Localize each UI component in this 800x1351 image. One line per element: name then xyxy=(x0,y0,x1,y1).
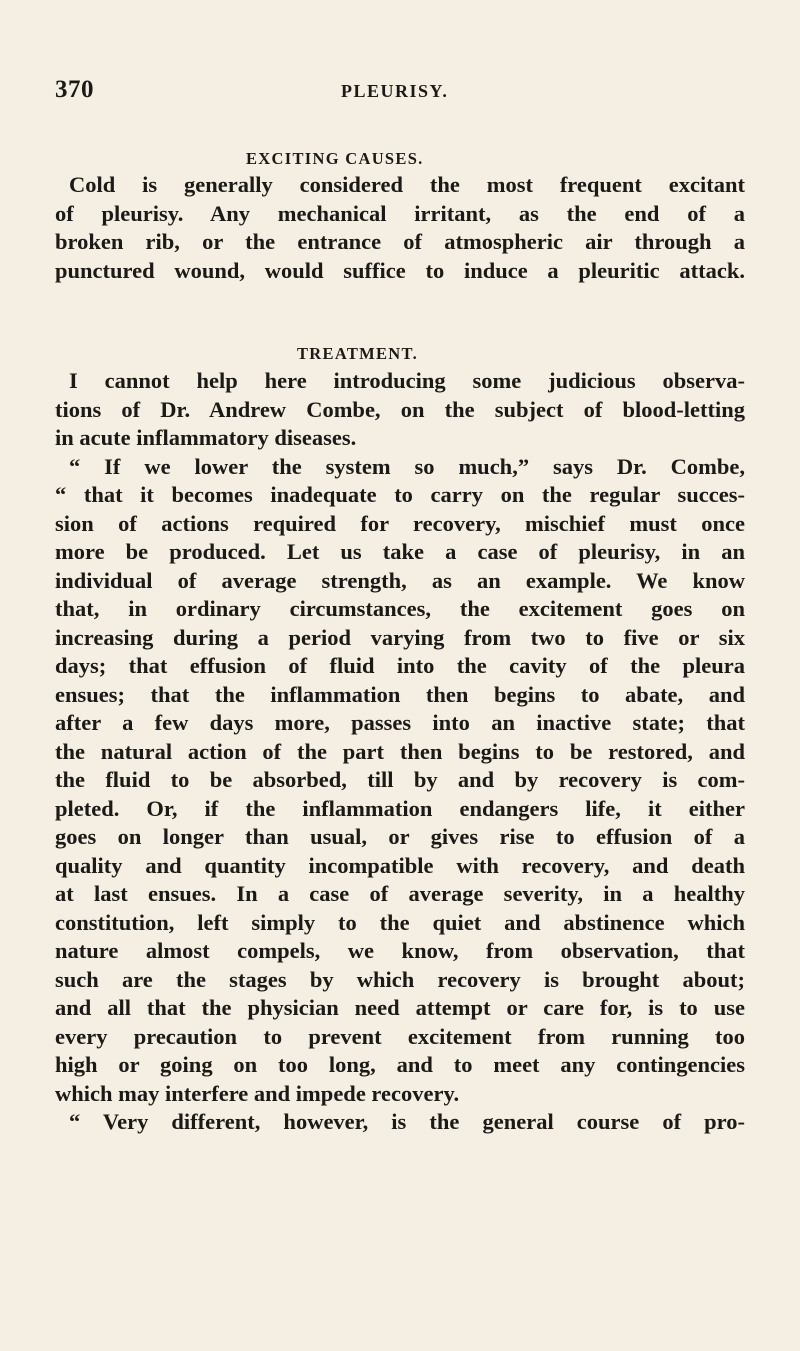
section-heading-exciting-causes: EXCITING CAUSES. xyxy=(246,149,424,168)
text-line: “ that it becomes inadequate to carry on the regular succes- xyxy=(55,482,745,507)
text-line: increasing during a period varying from two to five or six xyxy=(55,624,745,650)
text-line: constitution, left simply to the quiet and abstinence which xyxy=(55,909,745,935)
paragraph-treatment xyxy=(55,367,745,1137)
text-line: goes on longer than usual, or gives rise to effusion of a xyxy=(55,824,745,849)
text-line: high or going on too long, and to meet any contingencies xyxy=(55,1052,745,1077)
paragraph-exciting-causes xyxy=(55,171,745,285)
text-line: the natural action of the part then begins to be restored, and xyxy=(55,738,745,764)
text-line: more be produced. Let us take a case of pleurisy, in an xyxy=(55,539,745,564)
text-line: that, in ordinary circumstances, the excitement goes on xyxy=(55,596,745,621)
text-line: the fluid to be absorbed, till by and by recovery is com- xyxy=(55,767,745,792)
text-line: broken rib, or the entrance of atmospheric air through a xyxy=(55,229,745,254)
text-line: and all that the physician need attempt or care for, is to use xyxy=(55,995,745,1020)
text-line: of pleurisy. Any mechanical irritant, as the end of a xyxy=(55,200,745,226)
text-line: such are the stages by which recovery is brought about; xyxy=(55,966,745,992)
text-line: individual of average strength, as an example. We know xyxy=(55,567,745,593)
text-line: which may interfere and impede recovery. xyxy=(55,1080,460,1106)
text-line: I cannot help here introducing some judicious observa- xyxy=(69,368,745,393)
text-line: in acute inflammatory diseases. xyxy=(55,425,357,450)
text-line: days; that effusion of fluid into the cavity of the pleura xyxy=(55,653,745,678)
text-line: pleted. Or, if the inflammation endangers life, it either xyxy=(55,795,745,821)
section-heading-treatment: TREATMENT. xyxy=(297,344,419,363)
text-line: nature almost compels, we know, from observation, that xyxy=(55,938,745,963)
text-line: ensues; that the inflammation then begins to abate, and xyxy=(55,681,745,707)
text-line: “ Very different, however, is the general course of pro- xyxy=(69,1109,745,1134)
text-line: Cold is generally considered the most frequent excitant xyxy=(69,172,745,197)
text-line: quality and quantity incompatible with recovery, and death xyxy=(55,852,745,878)
text-line: punctured wound, would suffice to induce a pleuritic attack. xyxy=(55,257,745,283)
running-head xyxy=(55,76,745,106)
text-line: tions of Dr. Andrew Combe, on the subject of blood-letting xyxy=(55,396,745,422)
text-line: after a few days more, passes into an inactive state; that xyxy=(55,710,745,735)
page-number: 370 xyxy=(55,76,94,103)
text-line: every precaution to prevent excitement from running too xyxy=(55,1023,745,1049)
running-title: PLEURISY. xyxy=(341,81,449,101)
text-line: sion of actions required for recovery, mischief must once xyxy=(55,510,745,536)
text-line: at last ensues. In a case of average severity, in a healthy xyxy=(55,881,745,906)
text-line: “ If we lower the system so much,” says Dr. Combe, xyxy=(69,453,745,479)
